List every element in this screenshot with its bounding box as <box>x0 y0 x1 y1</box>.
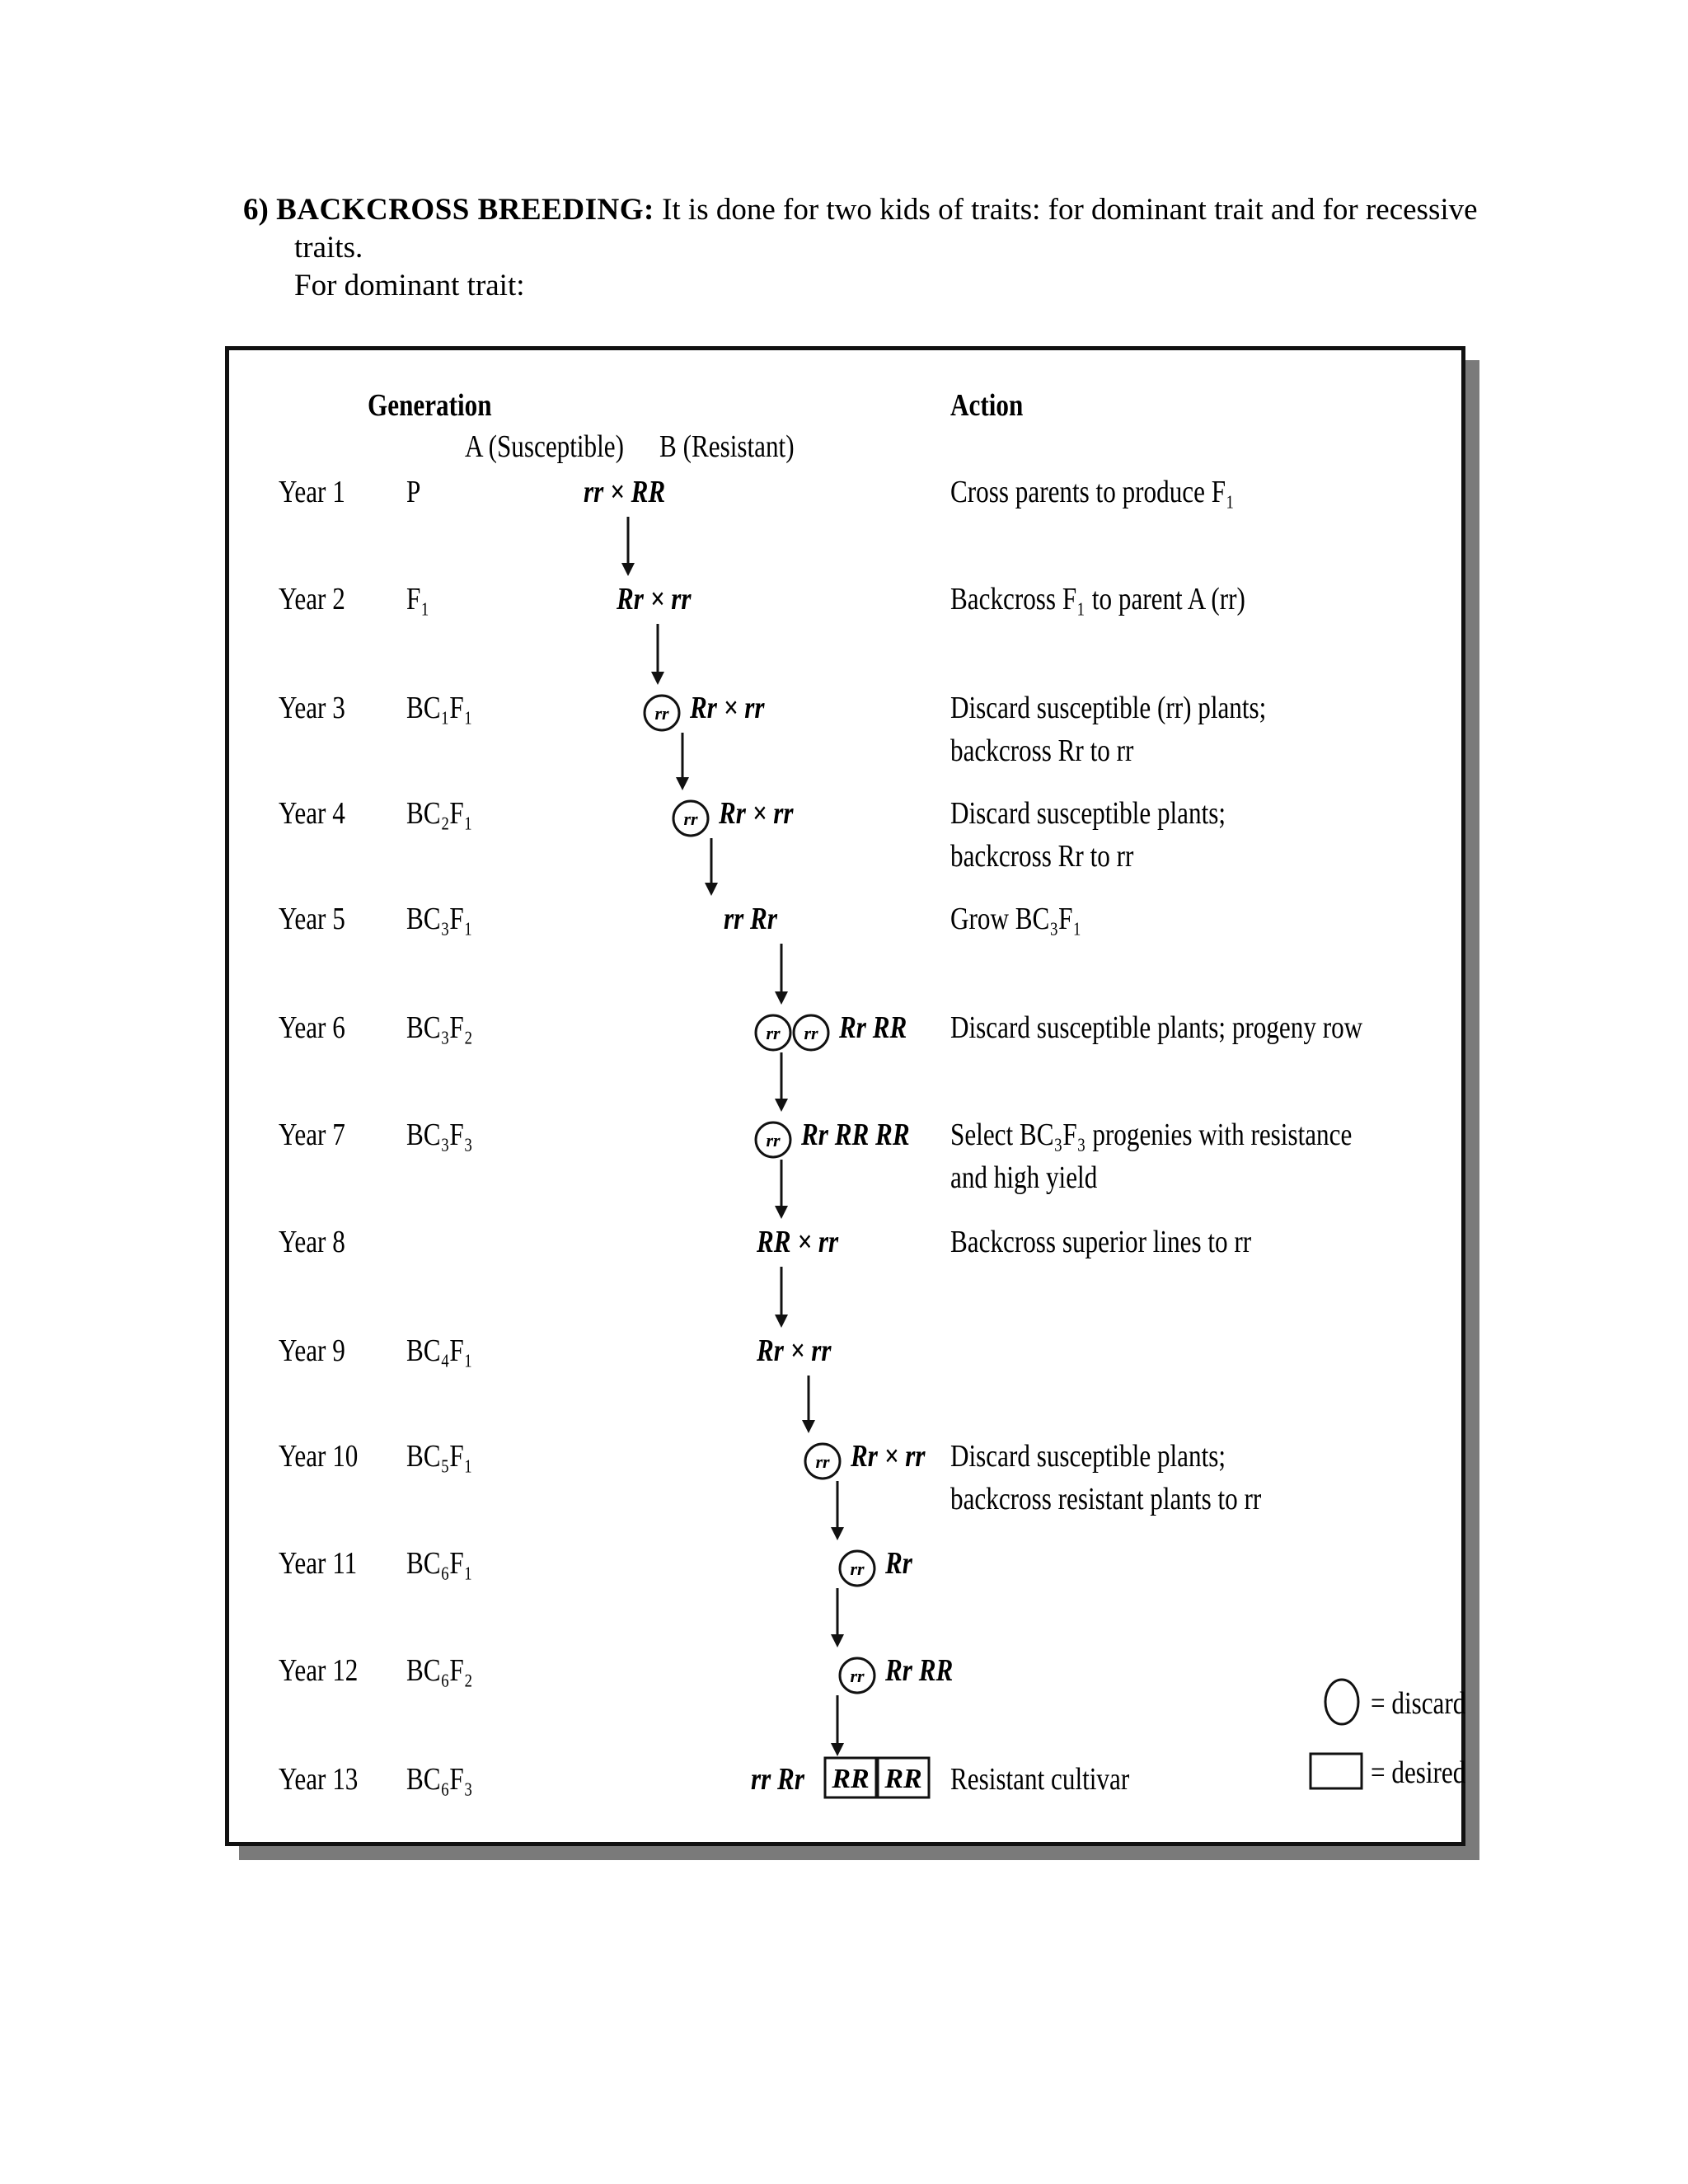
generation-label: BC₅F₁ <box>406 1439 473 1474</box>
genotype-cross: rr Rr <box>724 902 777 936</box>
year-label: Year 7 <box>279 1118 345 1152</box>
year-label: Year 3 <box>279 691 345 725</box>
year-label: Year 1 <box>279 475 345 509</box>
discard-circle-label: rr <box>804 1023 818 1043</box>
discard-circle-label: rr <box>654 703 669 724</box>
parent-b-label: B (Resistant) <box>659 429 795 464</box>
action-text: Discard susceptible plants; <box>950 796 1226 831</box>
action-text: Resistant cultivar <box>950 1762 1130 1797</box>
discard-circle-label: rr <box>766 1130 781 1151</box>
genotype-cross: Rr <box>885 1546 912 1581</box>
arrow-head <box>775 1099 788 1112</box>
year-label: Year 11 <box>279 1546 358 1581</box>
section-intro-cont: traits. <box>294 231 363 265</box>
arrow-head <box>621 563 635 576</box>
arrow-head <box>831 1527 844 1540</box>
backcross-figure <box>225 346 1465 1846</box>
legend-discard-label: = discard <box>1371 1686 1466 1721</box>
year-label: Year 6 <box>279 1010 345 1045</box>
arrow-head <box>802 1420 815 1433</box>
section-number: 6) <box>243 193 269 227</box>
generation-label: BC₆F₃ <box>406 1762 473 1797</box>
arrow-head <box>775 1206 788 1219</box>
dominant-trait-label: For dominant trait: <box>294 269 525 302</box>
arrow-head <box>651 672 664 685</box>
action-text-cont: backcross resistant plants to rr <box>950 1482 1262 1516</box>
arrow-head <box>831 1634 844 1647</box>
genotype-cross: Rr RR <box>885 1653 954 1688</box>
generation-label: BC₆F₂ <box>406 1653 473 1688</box>
generation-label: BC₃F₃ <box>406 1118 473 1152</box>
generation-label: BC₃F₁ <box>406 902 473 936</box>
generation-label: BC₄F₁ <box>406 1333 473 1368</box>
discard-circle-label: rr <box>815 1451 830 1472</box>
genotype-cross: rr Rr <box>751 1762 804 1797</box>
discard-circle-label: rr <box>683 808 698 829</box>
genotype-cross: RR × rr <box>757 1225 839 1259</box>
discard-circle-label: rr <box>766 1023 781 1043</box>
generation-label: BC₆F₁ <box>406 1546 473 1581</box>
year-label: Year 12 <box>279 1653 359 1688</box>
generation-label: BC₃F₂ <box>406 1010 473 1045</box>
genotype-cross: Rr RR RR <box>801 1118 910 1152</box>
generation-header: Generation <box>368 388 492 423</box>
action-text: Discard susceptible (rr) plants; <box>950 691 1267 725</box>
year-label: Year 8 <box>279 1225 345 1259</box>
genotype-cross: Rr × rr <box>757 1333 832 1368</box>
action-text: Discard susceptible plants; <box>950 1439 1226 1474</box>
year-label: Year 2 <box>279 582 345 616</box>
action-text: Grow BC₃F₁ <box>950 902 1082 936</box>
action-text: Backcross F₁ to parent A (rr) <box>950 582 1245 616</box>
action-text-cont: backcross Rr to rr <box>950 733 1134 768</box>
genotype-cross: Rr × rr <box>690 691 765 725</box>
section-intro: It is done for two kids of traits: for dominant trait and for recessive <box>654 193 1478 227</box>
year-label: Year 10 <box>279 1439 359 1474</box>
arrow-head <box>775 1315 788 1328</box>
desired-box-label: RR <box>884 1764 922 1794</box>
generation-label: F₁ <box>406 582 430 616</box>
generation-label: P <box>406 475 421 509</box>
year-label: Year 4 <box>279 796 345 831</box>
action-text: Cross parents to produce F₁ <box>950 475 1235 509</box>
genotype-cross: Rr × rr <box>617 582 692 616</box>
year-label: Year 13 <box>279 1762 359 1797</box>
legend-desired-label: = desired <box>1371 1755 1466 1790</box>
genotype-cross: Rr RR <box>839 1010 907 1045</box>
desired-box-label: RR <box>832 1764 870 1794</box>
legend-discard-symbol <box>1325 1680 1358 1724</box>
genotype-cross: Rr × rr <box>719 796 794 831</box>
action-text: Select BC₃F₃ progenies with resistance <box>950 1118 1353 1152</box>
arrow-head <box>775 991 788 1005</box>
figure-frame <box>225 346 1465 1846</box>
parent-a-label: A (Susceptible) <box>465 429 624 464</box>
section-title: BACKCROSS BREEDING: <box>276 193 654 227</box>
generation-label: BC₁F₁ <box>406 691 473 725</box>
section-heading <box>243 191 1496 305</box>
genotype-cross: Rr × rr <box>851 1439 926 1474</box>
action-text-cont: and high yield <box>950 1160 1098 1195</box>
diagram-marks <box>229 350 1461 1842</box>
action-text: Backcross superior lines to rr <box>950 1225 1252 1259</box>
discard-circle-label: rr <box>850 1666 865 1686</box>
action-header: Action <box>950 388 1024 423</box>
action-text: Discard susceptible plants; progeny row <box>950 1010 1363 1045</box>
genotype-cross: rr × RR <box>584 475 666 509</box>
action-text-cont: backcross Rr to rr <box>950 839 1134 874</box>
generation-label: BC₂F₁ <box>406 796 473 831</box>
arrow-head <box>705 883 718 896</box>
year-label: Year 5 <box>279 902 345 936</box>
legend-desired-symbol <box>1311 1754 1362 1788</box>
discard-circle-label: rr <box>850 1558 865 1579</box>
arrow-head <box>831 1743 844 1756</box>
year-label: Year 9 <box>279 1333 345 1368</box>
arrow-head <box>676 777 689 790</box>
